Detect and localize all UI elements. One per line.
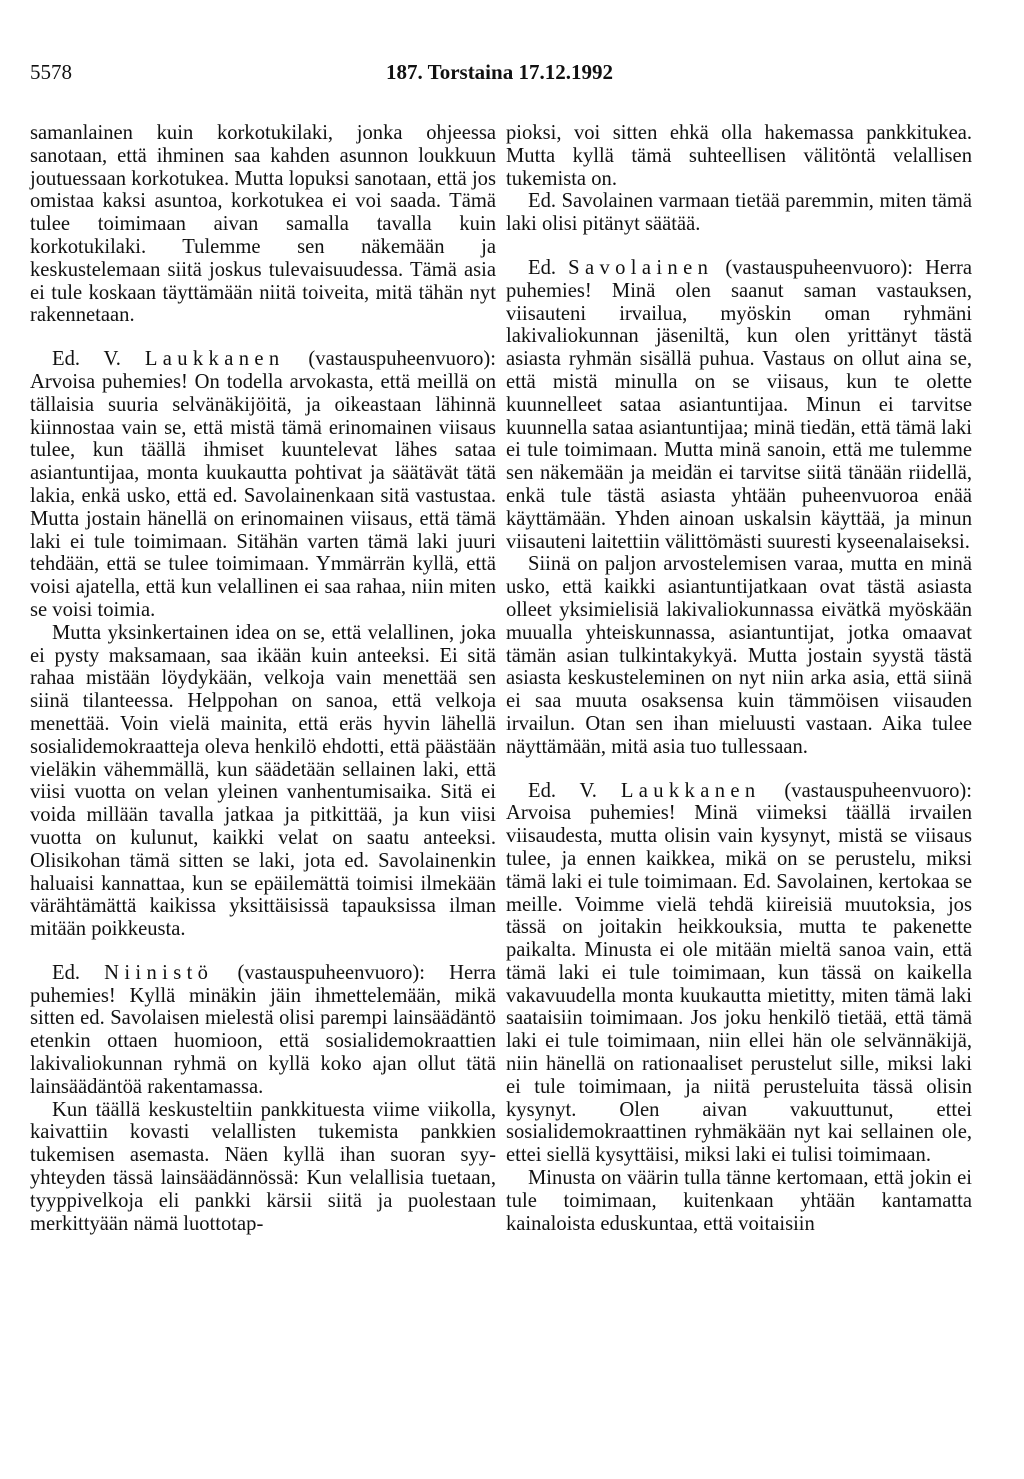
speech-text: (vastauspuheenvuoro): Herra puhemies! Kyllä minäkin jäin ihmettelemään, mikä sitten ed. Savolaisen mielestä olisi parempi lainsäädäntö etenkin ottaen huomioon, että sosialidemokraattien lakivaliokunnan ryhmä on kyllä koko ajan ollut tätä lainsäädäntöä rakentamassa. (30, 961, 496, 1098)
paragraph: Minusta on väärin tulla tänne kertomaan, että jokin ei tule toimimaan, kuitenkaan yhtään kantamatta kainaloista eduskuntaa, että voitaisiin (506, 1167, 972, 1235)
speech-text: (vastauspuheenvuoro): Herra puhemies! Minä olen saanut saman vastauksen, viisauteni irvailua, myöskin oman ryhmäni lakivaliokunnan jäseniltä, kun olen yrittänyt tästä asiasta ryhmän sisällä puhua. Vastaus on ollut aina se, että mistä minulla on se viisaus, kun te olette kuunnelleet sataa asiantuntijaa. Minun ei tarvitse kuunnella sataa asiantuntijaa; minä tiedän, että tämä laki ei tule toimimaan. Mutta minä sanoin, että me tulemme sen näkemään ja meidän ei tarvitse siitä tänään riidellä, enkä tule tästä asiasta yhtään puheenvuoroa enää käyttämään. Yhden ainoan uskalsin käyttää, ja minun viisauteni laitettiin välittömästi suuresti kyseenalaiseksi. (506, 256, 972, 553)
speech-niinisto (30, 962, 496, 1099)
speech-text: (vastauspuheenvuoro): Arvoisa puhemies! Minä viimeksi täällä irvailen viisaudesta, mutta olisin vain kysynyt, mistä se viisaus tulee, ja ennen kaikkea, mikä on se perustelu, miksi tämä laki ei tule toimimaan. Ed. Savolainen, kertokaa se meille. Voimme vielä tehdä kiireisiä muutoksia, jos tässä on joitakin heikkouksia, mutta te pakenette paikalta. Minusta ei ole mitään mieltä sanoa vain, että tämä laki ei tule toimimaan, kun tässä on kaikella vakavuudella monta kuukautta mietitty, miten tämä laki saataisiin toimimaan. Jos joku henkilö tietää, että tämä laki ei tule toimimaan, niin ellei hän ole selvännäkijä, niin hänellä on rationaaliset perustelut sille, miksi laki ei tule toimimaan, ja niitä perusteluita tässä olisin kysynyt. Olen aivan vakuuttunut, ettei sosialidemokraattinen ryhmäkään nyt kai sellainen ole, ettei siellä kysyttäisi, miksi laki ei tulisi toimimaan. (506, 779, 972, 1167)
right-column (506, 122, 972, 1235)
paragraph: samanlainen kuin korkotukilaki, jonka ohjeessa sanotaan, että ihminen saa kahden asunnon loukkuun joutuessaan korkotukea. Mutta lopuksi sanotaan, että jos omistaa kaksi asuntoa, korkotukea ei voi saada. Tämä tulee toimimaan aivan samalla tavalla kuin korkotukilaki. Tulemme sen näkemään ja keskustelemaan siitä joskus tulevaisuudessa. Tämä asia ei tule koskaan täyttämään niitä toiveita, mitä tähän nyt rakennetaan. (30, 122, 496, 327)
paragraph: Kun täällä keskusteltiin pankkituesta viime viikolla, kaivattiin kovasti velallisten tukemista pankkien tukemisen asemasta. Näen kyllä ihan suoran syy-yhteyden tässä lainsäädännössä: Kun velallisia tuetaan, tyyppivelkoja eli pankki kärsii siitä ja puolestaan merkittyään nämä luottotap- (30, 1098, 496, 1235)
speaker-prefix: Ed. V. (528, 779, 621, 802)
speaker-name: Savolainen (568, 256, 714, 279)
page-number: 5578 (30, 60, 72, 84)
speaker-prefix: Ed. (528, 256, 569, 279)
left-column (30, 122, 496, 1235)
speech-savolainen (506, 257, 972, 553)
speech-text: (vastauspuheenvuoro): Arvoisa puhemies! On todella arvokasta, että meillä on tällaisia suuria selvänäkijöitä, ja oikeastaan lähinnä kiinnostaa vain se, että mistä tämä erinomainen viisaus tulee, kun täällä ihmiset kuuntelevat lähes sataa asiantuntijaa, monta kuukautta pohtivat ja säätävät tätä lakia, enkä usko, että ed. Savolainenkaan sitä vastustaa. Mutta jostain hänellä on erinomainen viisaus, että tämä laki ei tule toimimaan. Sitähän varten tämä laki juuri tehdään, että se tulee toimimaan. Ymmärrän kyllä, että voisi ajatella, että kun velallinen ei saa rahaa, niin miten se voisi toimia. (30, 348, 496, 621)
paragraph: Siinä on paljon arvostelemisen varaa, mutta en minä usko, että kaikki asiantuntijatkaan ovat tästä asiasta olleet yksimielisiä lakivaliokunnassa eivätkä myöskään muualla yhteiskunnassa, asiantuntijat, jotka omaavat tämän asian tulkintakykyä. Mutta jostain syystä tästä asiasta keskusteleminen on nyt niin arka asia, että siinä ei saa muuta osaksensa kuin tämmöisen viisauden irvailun. Otan sen ihan mieluusti vastaan. Aika tulee näyttämään, mitä asia tuo tullessaan. (506, 553, 972, 758)
paragraph: Mutta yksinkertainen idea on se, että velallinen, joka ei pysty maksamaan, saa ikään kuin anteeksi. Ei sitä rahaa mistään löydykään, velkoja vain menettää sen siinä tilanteessa. Helppohan on sanoa, että velkoja menettää. Voin vielä mainita, että eräs hyvin lähellä sosialidemokraatteja oleva henkilö ehdotti, että päästään vieläkin vähemmällä, kun säädetään sellainen laki, että viisi vuotta on velan yleinen vanhentumisaika. Sitä ei voida millään tavalla jatkaa ja pitkittää, ja kun viisi vuotta on kulunut, kaikki velat on saatu anteeksi. Olisikohan tämä sitten se laki, jota ed. Savolainenkin haluaisi kannattaa, kun se epäilemättä toimisi ilmekään värähtämättä kaikissa yksittäisissä tapauksissa ilman mitään poikkeusta. (30, 621, 496, 941)
speech-laukkanen-2 (506, 780, 972, 1168)
speaker-name: Niinistö (104, 961, 214, 984)
speaker-prefix: Ed. (52, 961, 105, 984)
speaker-name: Laukkanen (144, 348, 285, 371)
paragraph: Ed. Savolainen varmaan tietää paremmin, miten tämä laki olisi pitänyt säätää. (506, 190, 972, 236)
speaker-name: Laukkanen (620, 779, 761, 802)
speaker-prefix: Ed. V. (52, 348, 145, 371)
paragraph: pioksi, voi sitten ehkä olla hakemassa pankkitukea. Mutta kyllä tämä suhteellisen välitöntä velallisen tukemista on. (506, 122, 972, 190)
speech-laukkanen-1 (30, 348, 496, 622)
running-head: 187. Torstaina 17.12.1992 (386, 60, 613, 84)
